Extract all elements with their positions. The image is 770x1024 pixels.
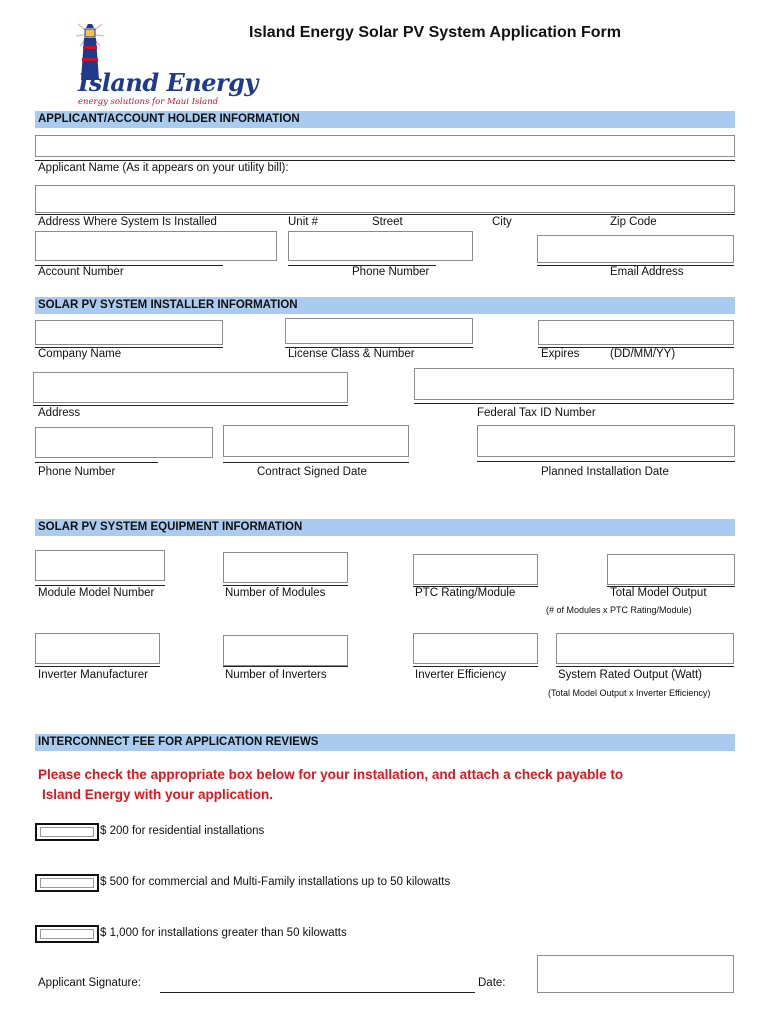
company-name-field[interactable] [35, 320, 223, 345]
contract-signed-date-field[interactable] [223, 425, 409, 457]
ptc-rating-label: PTC Rating/Module [415, 587, 516, 599]
planned-installation-date-field[interactable] [477, 425, 735, 457]
logo-tagline: energy solutions for Maui Island [78, 97, 219, 107]
applicant-name-field[interactable] [35, 135, 735, 157]
installer-phone-label: Phone Number [38, 466, 116, 478]
date-label: Date: [478, 977, 506, 989]
license-label: License Class & Number [288, 348, 415, 360]
zip-label: Zip Code [610, 216, 657, 228]
fee-option-large: $ 1,000 for installations greater than 50 kilowatts [100, 927, 347, 939]
system-rated-output-label: System Rated Output (Watt) [558, 669, 703, 681]
ptc-rating-field[interactable] [413, 554, 538, 585]
total-model-output-note: (# of Modules x PTC Rating/Module) [546, 605, 692, 615]
fee-checkbox-large[interactable] [35, 925, 99, 943]
system-rated-output-note: (Total Model Output x Inverter Efficiency) [548, 688, 711, 698]
planned-installation-date-label: Planned Installation Date [541, 466, 669, 478]
underline [413, 666, 538, 667]
total-model-output-label: Total Model Output [610, 587, 707, 599]
module-model-number-field[interactable] [35, 550, 165, 581]
underline [35, 214, 735, 215]
section-applicant: APPLICANT/ACCOUNT HOLDER INFORMATION [35, 111, 735, 128]
underline [223, 585, 348, 586]
fee-checkbox-residential[interactable] [35, 823, 99, 841]
city-label: City [492, 216, 512, 228]
underline [33, 405, 348, 406]
account-number-label: Account Number [38, 266, 124, 278]
email-label: Email Address [610, 266, 684, 278]
underline [35, 585, 165, 586]
inverter-manufacturer-field[interactable] [35, 633, 160, 664]
underline [35, 666, 160, 667]
system-rated-output-field[interactable] [556, 633, 734, 664]
address-label: Address Where System Is Installed [38, 216, 217, 228]
signature-line[interactable] [160, 992, 475, 993]
underline [223, 666, 348, 667]
contract-signed-date-label: Contract Signed Date [257, 466, 367, 478]
underline [35, 160, 735, 161]
number-of-modules-field[interactable] [223, 552, 348, 583]
fee-instructions-line-2: Island Energy with your application. [42, 787, 274, 802]
number-of-inverters-field[interactable] [223, 635, 348, 666]
total-model-output-field[interactable] [607, 554, 735, 585]
inverter-efficiency-label: Inverter Efficiency [415, 669, 507, 681]
installer-address-field[interactable] [33, 372, 348, 403]
phone-number-field[interactable] [288, 231, 473, 261]
number-of-inverters-label: Number of Inverters [225, 669, 327, 681]
street-label: Street [372, 216, 403, 228]
fee-checkbox-commercial[interactable] [35, 874, 99, 892]
company-name-label: Company Name [38, 348, 122, 360]
expires-label: Expires [541, 348, 580, 360]
federal-tax-id-field[interactable] [414, 368, 734, 400]
underline [556, 666, 734, 667]
section-installer: SOLAR PV SYSTEM INSTALLER INFORMATION [35, 297, 735, 314]
logo-wordmark: Island Energy [78, 68, 258, 97]
inverter-manufacturer-label: Inverter Manufacturer [38, 669, 148, 681]
module-model-number-label: Module Model Number [38, 587, 155, 599]
applicant-name-label: Applicant Name (As it appears on your utility bill): [38, 162, 289, 174]
email-field[interactable] [537, 235, 734, 263]
underline [35, 462, 158, 463]
installer-address-label: Address [38, 407, 81, 419]
account-number-field[interactable] [35, 231, 277, 261]
fee-option-residential: $ 200 for residential installations [100, 825, 265, 837]
underline [477, 461, 735, 462]
fee-option-commercial: $ 500 for commercial and Multi-Family installations up to 50 kilowatts [100, 876, 451, 888]
fee-instructions-line-1: Please check the appropriate box below for your installation, and attach a check payable to [38, 767, 624, 782]
installer-phone-field[interactable] [35, 427, 213, 458]
signature-date-field[interactable] [537, 955, 734, 993]
section-equipment: SOLAR PV SYSTEM EQUIPMENT INFORMATION [35, 519, 735, 536]
applicant-signature-label: Applicant Signature: [38, 977, 141, 989]
license-field[interactable] [285, 318, 473, 344]
number-of-modules-label: Number of Modules [225, 587, 326, 599]
section-interconnect-fee: INTERCONNECT FEE FOR APPLICATION REVIEWS [35, 734, 735, 751]
underline [223, 462, 409, 463]
address-field[interactable] [35, 185, 735, 213]
underline [414, 403, 734, 404]
federal-tax-id-label: Federal Tax ID Number [477, 407, 596, 419]
date-format-label: (DD/MM/YY) [610, 348, 676, 360]
unit-label: Unit # [288, 216, 319, 228]
fee-instructions [38, 765, 698, 805]
phone-number-label: Phone Number [352, 266, 430, 278]
page-title: Island Energy Solar PV System Application Form [249, 24, 621, 41]
inverter-efficiency-field[interactable] [413, 633, 538, 664]
expires-field[interactable] [538, 320, 734, 345]
